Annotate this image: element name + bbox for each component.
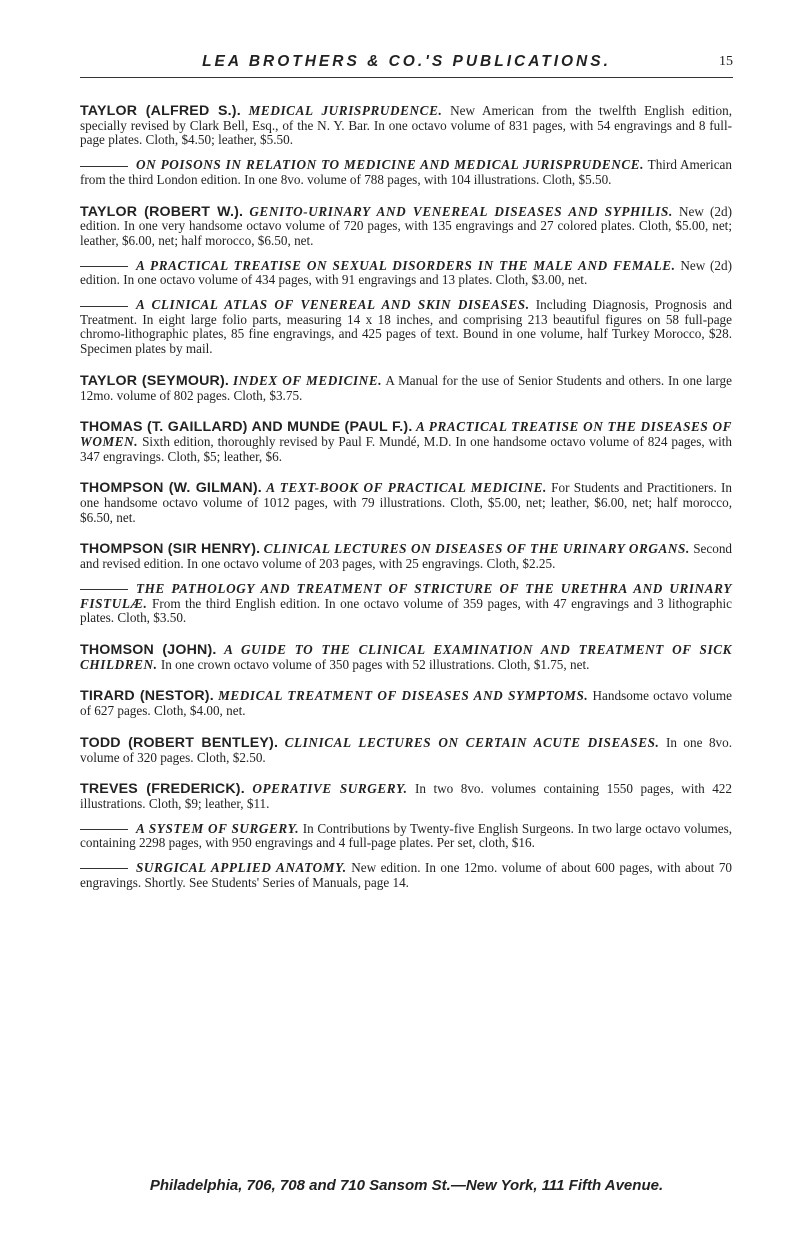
catalog-entry [80, 420, 732, 464]
entry-title: CLINICAL LECTURES ON DISEASES OF THE URINARY ORGANS. [263, 541, 690, 557]
catalog-entry [80, 582, 732, 626]
entry-description: Second and revised edition. In one octavo volume of 203 pages, with 25 engravings. Cloth, $2.25. [80, 541, 733, 572]
catalog-entry [80, 689, 732, 718]
entry-author: THOMPSON (W. GILMAN). [80, 480, 262, 497]
catalog-entry [80, 259, 732, 288]
entry-description: Handsome octavo volume of 627 pages. Cloth, $4.00, net. [80, 688, 733, 719]
entry-title: MEDICAL JURISPRUDENCE. [248, 103, 443, 118]
entry-author: TAYLOR (SEYMOUR). [80, 372, 230, 389]
entry-title: GENITO-URINARY AND VENEREAL DISEASES AND SYPHILIS. [249, 203, 673, 219]
catalog-entry [80, 822, 732, 851]
entry-author: TIRARD (NESTOR). [80, 688, 214, 705]
catalog-entry [80, 205, 732, 249]
entry-description: In one 8vo. volume of 320 pages. Cloth, $2.50. [80, 734, 733, 765]
running-title: LEA BROTHERS & CO.'S PUBLICATIONS. [202, 53, 611, 70]
entry-description: Sixth edition, thoroughly revised by Paul F. Mundé, M.D. In one handsome octavo volume of 824 pages, with 347 engravings. Cloth, $5; leather, $6. [80, 433, 732, 464]
publisher-address: Philadelphia, 706, 708 and 710 Sansom St.—New York, 111 Fifth Avenue. [149, 1177, 664, 1194]
page-number: 15 [719, 54, 733, 69]
entry-description: New (2d) edition. In one octavo volume of 434 pages, with 91 engravings and 13 plates. Cloth, $3.00, net. [80, 257, 733, 288]
catalog-entries [80, 104, 732, 890]
entry-description: New edition. In one 12mo. volume of about 600 pages, with about 70 engravings. Shortly. See Students' Series of Manuals, page 14. [80, 860, 733, 890]
entry-description: For Students and Practitioners. In one handsome octavo volume of 1012 pages, with 79 illustrations. Cloth, $5.00, net; leather, $6.00, net; half morocco, $6.50, net. [80, 480, 732, 525]
catalog-entry [80, 736, 732, 765]
catalog-entry [80, 861, 732, 890]
running-head [80, 53, 733, 78]
entry-description: New (2d) edition. In one very handsome octavo volume of 720 pages, with 135 engravings and 27 colored plates. Cloth, $5.00, net; leather, $6.00, net; half morocco, $6.50, net. [80, 203, 733, 248]
entry-description: In Contributions by Twenty-five English Surgeons. In two large octavo volumes, containing 2298 pages, with 950 engravings and 4 full-page plates. Per set, cloth, $16. [80, 820, 732, 851]
catalog-entry [80, 782, 732, 811]
catalog-entry [80, 374, 732, 403]
entry-title: INDEX OF MEDICINE. [232, 372, 383, 388]
ditto-rule [80, 166, 128, 167]
entry-author: THOMAS (T. GAILLARD) AND MUNDE (PAUL F.). [80, 419, 413, 436]
entry-title: SURGICAL APPLIED ANATOMY. [136, 860, 347, 876]
entry-title: THE PATHOLOGY AND TREATMENT OF STRICTURE OF THE URETHRA AND URINARY FISTULÆ. [80, 580, 732, 611]
ditto-rule [80, 306, 128, 307]
entry-author: THOMSON (JOHN). [80, 641, 217, 658]
entry-description: Including Diagnosis, Prognosis and Treatment. In eight large folio parts, measuring 14 x 18 inches, and comprising 213 beautiful figures on 58 full-page chromo-lithographic plates, 85 fine engravings, and 425 pages of text. Bound in one volume, half Turkey Morocco, $28. Specimen plates by mail. [80, 297, 732, 357]
catalog-entry [80, 104, 732, 148]
entry-description: From the third English edition. In one octavo volume of 359 pages, with 47 engravings and 3 lithographic plates. Cloth, $3.50. [80, 595, 732, 626]
entry-title: A TEXT-BOOK OF PRACTICAL MEDICINE. [266, 480, 547, 496]
catalog-entry [80, 542, 732, 571]
entry-author: TAYLOR (ROBERT W.). [80, 203, 244, 220]
entry-author: THOMPSON (SIR HENRY). [80, 541, 261, 558]
entry-description: A Manual for the use of Senior Students and others. In one large 12mo. volume of 802 pages. Cloth, $3.75. [80, 372, 732, 403]
entry-title: MEDICAL TREATMENT OF DISEASES AND SYMPTOMS. [218, 688, 589, 704]
entry-author: TODD (ROBERT BENTLEY). [80, 734, 279, 751]
entry-author: TAYLOR (ALFRED S.). [80, 103, 241, 119]
entry-description: In two 8vo. volumes containing 1550 pages, with 422 illustrations. Cloth, $9; leather, $11. [80, 781, 732, 811]
ditto-rule [80, 589, 128, 590]
entry-title: A GUIDE TO THE CLINICAL EXAMINATION AND TREATMENT OF SICK CHILDREN. [80, 641, 733, 672]
entry-description: New American from the twelfth English edition, specially revised by Clark Bell, Esq., of the N. Y. Bar. In one octavo volume of 831 pages, with 54 engravings and 8 full-page plates. Cloth, $4.50; leather, $5.50. [80, 103, 733, 148]
entry-author: TREVES (FREDERICK). [80, 781, 245, 798]
catalog-entry [80, 643, 732, 672]
ditto-rule [80, 868, 128, 869]
entry-title: A CLINICAL ATLAS OF VENEREAL AND SKIN DISEASES. [136, 297, 530, 313]
ditto-rule [80, 266, 128, 267]
catalog-entry [80, 158, 732, 187]
catalog-entry [80, 298, 732, 357]
entry-title: A PRACTICAL TREATISE ON SEXUAL DISORDERS IN THE MALE AND FEMALE. [136, 257, 676, 273]
entry-title: CLINICAL LECTURES ON CERTAIN ACUTE DISEASES. [284, 734, 660, 750]
catalog-entry [80, 481, 732, 525]
entry-title: A PRACTICAL TREATISE ON THE DISEASES OF WOMEN. [80, 419, 732, 449]
entry-description: In one crown octavo volume of 350 pages with 52 illustrations. Cloth, $1.75, net. [160, 656, 590, 672]
ditto-rule [80, 829, 128, 830]
entry-title: OPERATIVE SURGERY. [252, 781, 408, 797]
entry-description: Third American from the third London edition. In one 8vo. volume of 788 pages, with 104 illustrations. Cloth, $5.50. [80, 157, 733, 187]
entry-title: A SYSTEM OF SURGERY. [136, 820, 300, 836]
entry-title: ON POISONS IN RELATION TO MEDICINE AND MEDICAL JURISPRUDENCE. [136, 157, 645, 173]
